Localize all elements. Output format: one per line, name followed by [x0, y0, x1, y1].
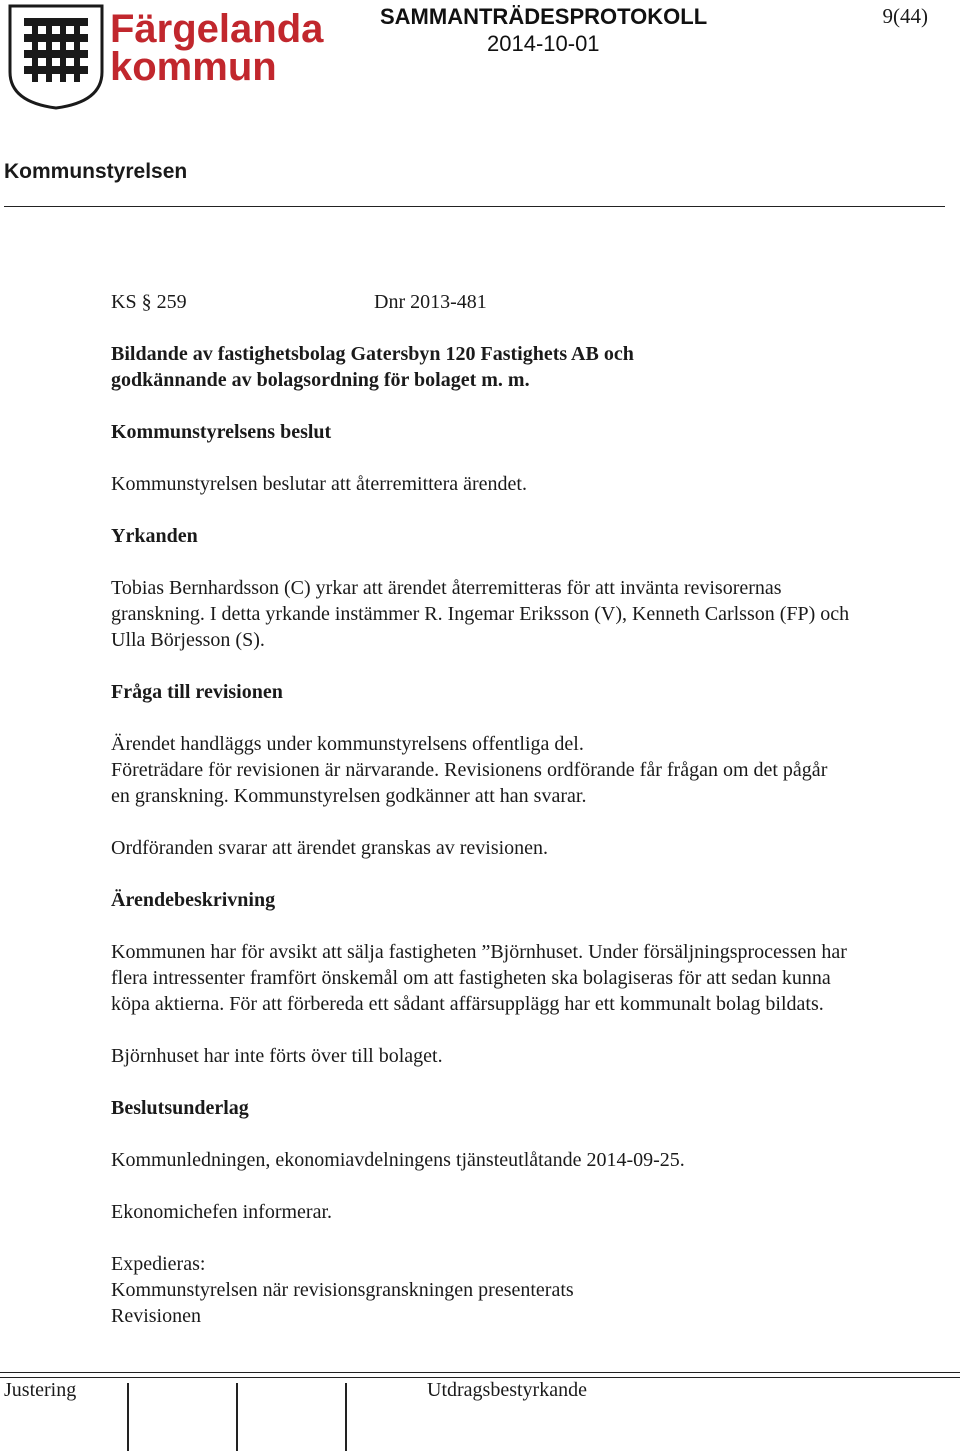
dispatch-line2: Revisionen: [111, 1305, 201, 1327]
municipality-logo: [6, 4, 324, 108]
audit-line2: Företrädare för revisionen är närvarande. Revisionens ordförande får frågan om det pågår: [111, 759, 828, 781]
case-reference: [111, 289, 953, 315]
motions-line3: Ulla Börjesson (S).: [111, 629, 265, 651]
audit-answer: Ordföranden svarar att ärendet granskas av revisionen.: [111, 837, 549, 859]
motions-line1: Tobias Bernhardsson (C) yrkar att ärendet återremitteras för att invänta revisorernas: [111, 577, 782, 599]
description-heading: Ärendebeskrivning: [111, 889, 276, 911]
board-name: Kommunstyrelsen: [4, 160, 188, 183]
meeting-date: 2014-10-01: [487, 31, 600, 56]
document-title: SAMMANTRÄDESPROTOKOLL: [380, 4, 708, 29]
dnr-number: Dnr 2013-481: [374, 291, 487, 313]
dispatch-label: Expedieras:: [111, 1253, 206, 1275]
page-number: 9(44): [882, 4, 928, 28]
basis-item2: Ekonomichefen informerar.: [111, 1201, 333, 1223]
decision-heading: Kommunstyrelsens beslut: [111, 421, 332, 443]
case-title-line2: godkännande av bolagsordning för bolaget m. m.: [111, 369, 530, 391]
signature-box-divider: [127, 1383, 129, 1451]
description-note: Björnhuset har inte förts över till bolaget.: [111, 1045, 443, 1067]
description-line3: köpa aktierna. För att förbereda ett sådant affärsupplägg har ett kommunalt bolag bildats.: [111, 993, 824, 1015]
audit-heading: Fråga till revisionen: [111, 681, 283, 703]
audit-line1: Ärendet handläggs under kommunstyrelsens offentliga del.: [111, 733, 584, 755]
signature-box-divider: [345, 1383, 347, 1451]
decision-text: Kommunstyrelsen beslutar att återremittera ärendet.: [111, 473, 527, 495]
basis-item1: Kommunledningen, ekonomiavdelningens tjänsteutlåtande 2014-09-25.: [111, 1149, 685, 1171]
header-divider: [4, 206, 945, 207]
justering-label: Justering: [4, 1379, 77, 1401]
dispatch-line1: Kommunstyrelsen när revisionsgranskningen presenterats: [111, 1279, 574, 1301]
signature-box-divider: [236, 1383, 238, 1451]
logo-text-line1: Färgelanda: [110, 7, 324, 51]
audit-line3: en granskning. Kommunstyrelsen godkänner att han svarar.: [111, 785, 587, 807]
motions-line2: granskning. I detta yrkande instämmer R. Ingemar Eriksson (V), Kenneth Carlsson (FP) och: [111, 603, 850, 625]
logo-text-line2: kommun: [110, 45, 277, 89]
basis-heading: Beslutsunderlag: [111, 1097, 249, 1119]
description-line1: Kommunen har för avsikt att sälja fastigheten ”Björnhuset. Under försäljningsprocessen har: [111, 941, 847, 963]
protocol-content: [111, 289, 953, 1329]
case-title-line1: Bildande av fastighetsbolag Gatersbyn 120 Fastighets AB och: [111, 343, 634, 365]
ks-number: KS § 259: [111, 291, 187, 313]
utdragsbestyrkande-label: Utdragsbestyrkande: [427, 1379, 587, 1401]
coat-of-arms-icon: [6, 4, 324, 108]
description-line2: flera intressenter framfört önskemål om att fastigheten ska bolagiseras för att sedan kunna: [111, 967, 831, 989]
motions-heading: Yrkanden: [111, 525, 198, 547]
